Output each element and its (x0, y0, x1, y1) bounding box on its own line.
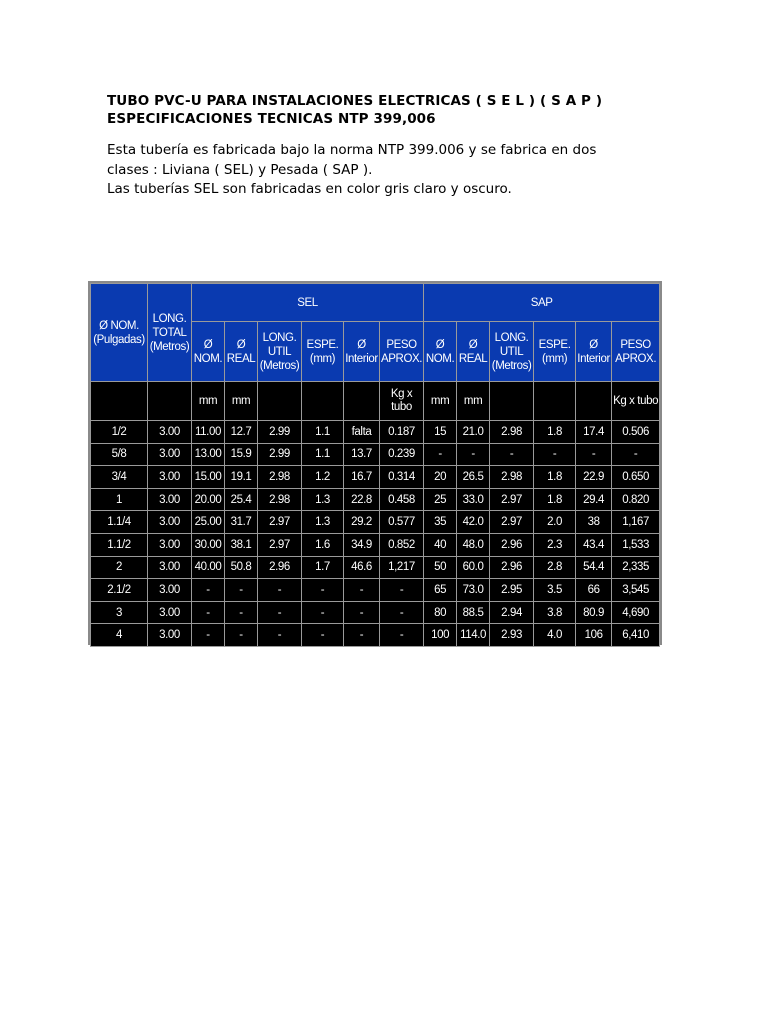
header-nom-unit: (Pulgadas) (93, 333, 145, 346)
subheader-line: REAL (458, 352, 488, 365)
subheader-cell (424, 322, 457, 382)
table-cell: 0.852 (380, 533, 424, 556)
table-cell: 0.506 (612, 421, 660, 444)
table-cell: - (258, 601, 302, 624)
unit-cell (91, 382, 148, 421)
table-row (91, 624, 660, 647)
unit-cell: mm (457, 382, 490, 421)
table-cell: 2.98 (490, 466, 534, 489)
row-nominal-size: 1 (91, 488, 148, 511)
table-cell: 2.96 (490, 556, 534, 579)
table-row (91, 601, 660, 624)
table-cell: 2.3 (534, 533, 576, 556)
subheader-cell (457, 322, 490, 382)
subheader-cell (534, 322, 576, 382)
subheader-line: Ø (589, 338, 598, 351)
table-cell: - (258, 579, 302, 602)
table-cell: 26.5 (457, 466, 490, 489)
table-cell: - (225, 579, 258, 602)
table-cell: 2.96 (490, 533, 534, 556)
table-cell: 4,690 (612, 601, 660, 624)
table-cell: 80 (424, 601, 457, 624)
table-cell: 3.00 (148, 488, 192, 511)
table-cell: 35 (424, 511, 457, 534)
table-cell: 0.187 (380, 421, 424, 444)
table-cell: 3.00 (148, 511, 192, 534)
subheader-cell (612, 322, 660, 382)
subheader-line: LONG. (494, 331, 529, 344)
table-cell: 42.0 (457, 511, 490, 534)
subheader-line: (Metros) (491, 359, 532, 372)
subheader-cell (225, 322, 258, 382)
row-nominal-size: 5/8 (91, 443, 148, 466)
table-row (91, 443, 660, 466)
table-cell: - (225, 601, 258, 624)
row-nominal-size: 1.1/4 (91, 511, 148, 534)
table-cell: - (258, 624, 302, 647)
subheader-line: Ø (203, 338, 213, 351)
unit-cell (258, 382, 302, 421)
table-row (91, 556, 660, 579)
header-total-line: TOTAL (152, 326, 187, 339)
unit-cell: mm (424, 382, 457, 421)
subheader-line: LONG. (262, 331, 297, 344)
subheader-line: Ø (468, 338, 478, 351)
table-cell: 3.00 (148, 421, 192, 444)
table-cell: 0.650 (612, 466, 660, 489)
subheader-cell (192, 322, 225, 382)
table-cell: 15.00 (192, 466, 225, 489)
subheader-line: Ø (435, 338, 445, 351)
subheader-cell (258, 322, 302, 382)
table-row (91, 466, 660, 489)
table-cell: - (490, 443, 534, 466)
table-cell: - (192, 579, 225, 602)
table-cell: 0.314 (380, 466, 424, 489)
table-cell: 3.00 (148, 533, 192, 556)
table-cell: 80.9 (576, 601, 612, 624)
subheader-line: ESPE. (538, 338, 571, 351)
table-cell: 2.8 (534, 556, 576, 579)
spec-table-frame (88, 281, 662, 645)
table-cell: 3.00 (148, 443, 192, 466)
table-cell: 2.94 (490, 601, 534, 624)
subheader-line: (mm) (541, 352, 568, 365)
table-cell: - (380, 601, 424, 624)
table-cell: 29.4 (576, 488, 612, 511)
table-cell: - (192, 624, 225, 647)
table-cell: 1.6 (302, 533, 344, 556)
table-cell: 22.9 (576, 466, 612, 489)
table-cell: 3.00 (148, 556, 192, 579)
subheader-line: NOM. (193, 352, 223, 365)
table-cell: 65 (424, 579, 457, 602)
table-cell: 13.00 (192, 443, 225, 466)
table-cell: 2.95 (490, 579, 534, 602)
subheader-line: Ø (357, 338, 366, 351)
table-cell: 1.2 (302, 466, 344, 489)
table-cell: 3,545 (612, 579, 660, 602)
row-nominal-size: 4 (91, 624, 148, 647)
unit-cell (302, 382, 344, 421)
header-sel-group: SEL (192, 284, 424, 322)
table-cell: 50 (424, 556, 457, 579)
table-cell: 54.4 (576, 556, 612, 579)
subheader-line: PESO (386, 338, 417, 351)
table-cell: 12.7 (225, 421, 258, 444)
table-cell: 2.98 (490, 421, 534, 444)
table-cell: 1.8 (534, 488, 576, 511)
table-cell: 25.00 (192, 511, 225, 534)
subheader-cell (344, 322, 380, 382)
subheader-line: APROX. (381, 352, 423, 365)
table-cell: 0.820 (612, 488, 660, 511)
table-cell: 88.5 (457, 601, 490, 624)
table-cell: 6,410 (612, 624, 660, 647)
description-paragraph (107, 141, 667, 200)
subheader-line: APROX. (615, 352, 657, 365)
header-long-line: LONG. (152, 312, 187, 325)
table-cell: - (534, 443, 576, 466)
table-cell: 40 (424, 533, 457, 556)
table-cell: - (192, 601, 225, 624)
header-total-length (148, 284, 192, 382)
table-cell: 33.0 (457, 488, 490, 511)
table-cell: 46.6 (344, 556, 380, 579)
table-cell: 1.3 (302, 488, 344, 511)
subheader-line: (Metros) (259, 359, 300, 372)
table-cell: 2,335 (612, 556, 660, 579)
table-cell: 1.8 (534, 466, 576, 489)
table-cell: 0.577 (380, 511, 424, 534)
table-row (91, 488, 660, 511)
table-cell: 3.00 (148, 601, 192, 624)
table-cell: 15 (424, 421, 457, 444)
table-cell: 25.4 (225, 488, 258, 511)
row-nominal-size: 1/2 (91, 421, 148, 444)
table-row (91, 579, 660, 602)
table-cell: 100 (424, 624, 457, 647)
table-cell: 20 (424, 466, 457, 489)
table-cell: 3.8 (534, 601, 576, 624)
subheader-line: REAL (226, 352, 256, 365)
table-cell: 4.0 (534, 624, 576, 647)
table-cell: 29.2 (344, 511, 380, 534)
table-cell: - (344, 579, 380, 602)
subheader-line: Interior (345, 352, 378, 365)
header-sap-group: SAP (424, 284, 660, 322)
table-cell: 43.4 (576, 533, 612, 556)
table-cell: 1.7 (302, 556, 344, 579)
subheader-cell (380, 322, 424, 382)
table-cell: 21.0 (457, 421, 490, 444)
table-cell: 60.0 (457, 556, 490, 579)
table-cell: 38 (576, 511, 612, 534)
table-cell: 17.4 (576, 421, 612, 444)
header-nominal-diameter (91, 284, 148, 382)
table-cell: 1.8 (534, 421, 576, 444)
table-row (91, 533, 660, 556)
unit-cell (576, 382, 612, 421)
unit-cell: Kg x tubo (612, 382, 660, 421)
table-cell: 50.8 (225, 556, 258, 579)
header-group-row (91, 284, 660, 322)
table-cell: 34.9 (344, 533, 380, 556)
table-cell: 2.96 (258, 556, 302, 579)
table-cell: 2.97 (258, 511, 302, 534)
subheader-line: UTIL (267, 345, 292, 358)
table-cell: 48.0 (457, 533, 490, 556)
table-cell: - (302, 579, 344, 602)
table-cell: 2.98 (258, 488, 302, 511)
table-cell: - (302, 601, 344, 624)
unit-cell (534, 382, 576, 421)
table-cell: 2.98 (258, 466, 302, 489)
subheader-line: NOM. (425, 352, 455, 365)
subheader-cell (302, 322, 344, 382)
table-cell: 11.00 (192, 421, 225, 444)
table-cell: 1,167 (612, 511, 660, 534)
row-nominal-size: 2 (91, 556, 148, 579)
row-nominal-size: 2.1/2 (91, 579, 148, 602)
table-cell: 30.00 (192, 533, 225, 556)
table-cell: - (612, 443, 660, 466)
table-cell: 31.7 (225, 511, 258, 534)
table-cell: 1.1 (302, 443, 344, 466)
table-cell: 2.99 (258, 443, 302, 466)
table-cell: - (457, 443, 490, 466)
table-cell: 2.99 (258, 421, 302, 444)
subheader-cell (490, 322, 534, 382)
table-cell: 20.00 (192, 488, 225, 511)
table-cell: 16.7 (344, 466, 380, 489)
table-cell: - (424, 443, 457, 466)
description-line-3: Las tuberías SEL son fabricadas en color gris claro y oscuro. (107, 181, 512, 197)
table-cell: 1,533 (612, 533, 660, 556)
unit-cell (344, 382, 380, 421)
subheader-line: PESO (620, 338, 651, 351)
row-nominal-size: 3/4 (91, 466, 148, 489)
table-cell: 106 (576, 624, 612, 647)
table-cell: 2.97 (258, 533, 302, 556)
title-line-1: TUBO PVC-U PARA INSTALACIONES ELECTRICAS ( S E L ) ( S A P ) (107, 93, 603, 109)
table-cell: 2.97 (490, 488, 534, 511)
table-cell: - (344, 601, 380, 624)
units-row (91, 382, 660, 421)
table-cell: 22.8 (344, 488, 380, 511)
unit-cell (490, 382, 534, 421)
table-cell: 66 (576, 579, 612, 602)
table-row (91, 511, 660, 534)
table-cell: - (380, 624, 424, 647)
table-cell: 0.239 (380, 443, 424, 466)
table-cell: - (380, 579, 424, 602)
table-cell: falta (344, 421, 380, 444)
unit-cell (148, 382, 192, 421)
subheader-line: (mm) (309, 352, 336, 365)
row-nominal-size: 3 (91, 601, 148, 624)
table-cell: - (225, 624, 258, 647)
unit-cell: mm (225, 382, 258, 421)
table-row (91, 421, 660, 444)
table-cell: - (344, 624, 380, 647)
table-cell: 13.7 (344, 443, 380, 466)
table-cell: 1.3 (302, 511, 344, 534)
table-cell: 114.0 (457, 624, 490, 647)
header-nom-line: Ø NOM. (99, 319, 139, 332)
subheader-line: Ø (236, 338, 246, 351)
table-cell: 25 (424, 488, 457, 511)
table-cell: 3.00 (148, 624, 192, 647)
table-cell: 3.00 (148, 466, 192, 489)
table-cell: 73.0 (457, 579, 490, 602)
table-cell: 0.458 (380, 488, 424, 511)
subheader-line: Interior (577, 352, 610, 365)
table-body (91, 382, 660, 647)
title-line-2: ESPECIFICACIONES TECNICAS NTP 399,006 (107, 111, 436, 127)
description-line-1: Esta tubería es fabricada bajo la norma NTP 399.006 y se fabrica en dos (107, 142, 597, 158)
subheader-line: ESPE. (306, 338, 339, 351)
table-cell: 2.97 (490, 511, 534, 534)
table-cell: 1,217 (380, 556, 424, 579)
subheader-line: UTIL (499, 345, 524, 358)
unit-cell: mm (192, 382, 225, 421)
table-cell: 40.00 (192, 556, 225, 579)
table-cell: 2.93 (490, 624, 534, 647)
spec-table (90, 283, 660, 647)
table-cell: - (302, 624, 344, 647)
table-cell: 2.0 (534, 511, 576, 534)
unit-cell: Kg x tubo (380, 382, 424, 421)
row-nominal-size: 1.1/2 (91, 533, 148, 556)
document-title (107, 92, 707, 128)
table-cell: 38.1 (225, 533, 258, 556)
table-cell: 3.00 (148, 579, 192, 602)
table-cell: 19.1 (225, 466, 258, 489)
subheader-cell (576, 322, 612, 382)
table-cell: 15.9 (225, 443, 258, 466)
description-line-2: clases : Liviana ( SEL) y Pesada ( SAP ). (107, 161, 373, 178)
table-cell: 1.1 (302, 421, 344, 444)
header-long-unit: (Metros) (149, 340, 190, 353)
table-cell: - (576, 443, 612, 466)
table-cell: 3.5 (534, 579, 576, 602)
